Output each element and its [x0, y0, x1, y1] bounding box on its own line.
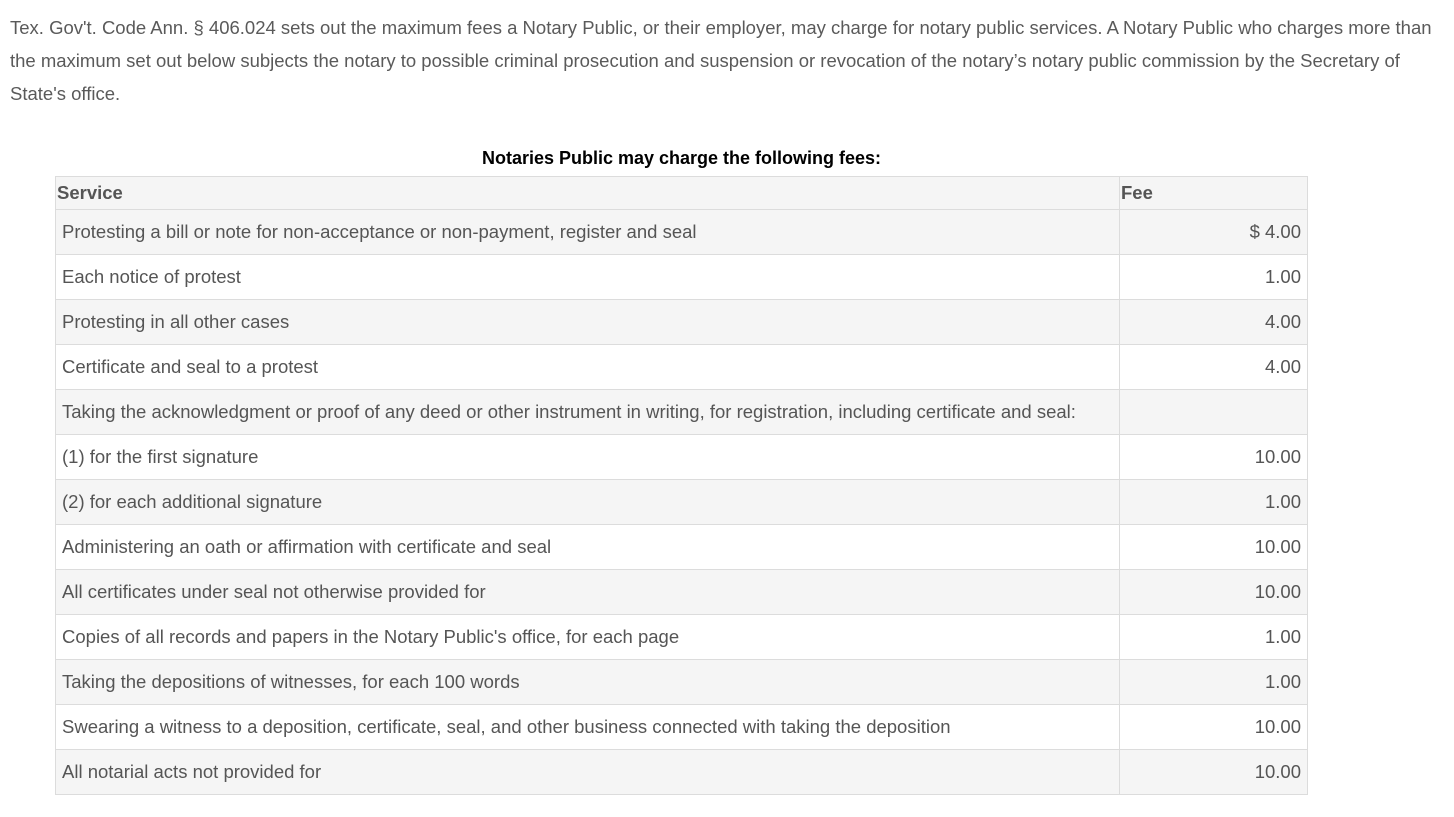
fee-cell: 10.00 [1120, 435, 1308, 480]
service-cell: Protesting a bill or note for non-acceptance or non-payment, register and seal [56, 210, 1120, 255]
service-cell: Certificate and seal to a protest [56, 345, 1120, 390]
fee-cell: $ 4.00 [1120, 210, 1308, 255]
service-cell: Each notice of protest [56, 255, 1120, 300]
fee-column-header: Fee [1120, 177, 1308, 210]
service-column-header: Service [56, 177, 1120, 210]
fee-cell: 4.00 [1120, 300, 1308, 345]
fee-cell [1120, 390, 1308, 435]
table-row [56, 525, 1308, 570]
service-cell: Administering an oath or affirmation with certificate and seal [56, 525, 1120, 570]
intro-paragraph: Tex. Gov't. Code Ann. § 406.024 sets out the maximum fees a Notary Public, or their employer, may charge for notary public services. A Notary Public who charges more than the maximum set out below subjects the notary to possible criminal prosecution and suspension or revocation of the notary’s notary public commission by the Secretary of State's office. [10, 17, 1432, 104]
fee-cell: 10.00 [1120, 705, 1308, 750]
notary-fees-table [55, 144, 1308, 795]
service-cell: Taking the acknowledgment or proof of any deed or other instrument in writing, for registration, including certificate and seal: [56, 390, 1120, 435]
table-row [56, 345, 1308, 390]
table-row [56, 705, 1308, 750]
table-row [56, 750, 1308, 795]
table-row [56, 210, 1308, 255]
table-row [56, 300, 1308, 345]
table-row [56, 255, 1308, 300]
fee-cell: 4.00 [1120, 345, 1308, 390]
fee-cell: 10.00 [1120, 525, 1308, 570]
table-row [56, 615, 1308, 660]
service-cell: All notarial acts not provided for [56, 750, 1120, 795]
service-cell: Swearing a witness to a deposition, certificate, seal, and other business connected with taking the deposition [56, 705, 1120, 750]
service-cell: Protesting in all other cases [56, 300, 1120, 345]
service-cell: All certificates under seal not otherwise provided for [56, 570, 1120, 615]
fee-cell: 1.00 [1120, 660, 1308, 705]
table-row [56, 660, 1308, 705]
table-caption: Notaries Public may charge the following fees: [481, 148, 882, 168]
service-cell: (2) for each additional signature [56, 480, 1120, 525]
fee-cell: 10.00 [1120, 750, 1308, 795]
fee-cell: 10.00 [1120, 570, 1308, 615]
table-row [56, 480, 1308, 525]
header-row [56, 177, 1308, 210]
service-cell: Copies of all records and papers in the Notary Public's office, for each page [56, 615, 1120, 660]
table-row [56, 435, 1308, 480]
table-row [56, 570, 1308, 615]
service-cell: (1) for the first signature [56, 435, 1120, 480]
fee-cell: 1.00 [1120, 615, 1308, 660]
table-row [56, 390, 1308, 435]
service-cell: Taking the depositions of witnesses, for each 100 words [56, 660, 1120, 705]
fee-cell: 1.00 [1120, 480, 1308, 525]
fee-cell: 1.00 [1120, 255, 1308, 300]
